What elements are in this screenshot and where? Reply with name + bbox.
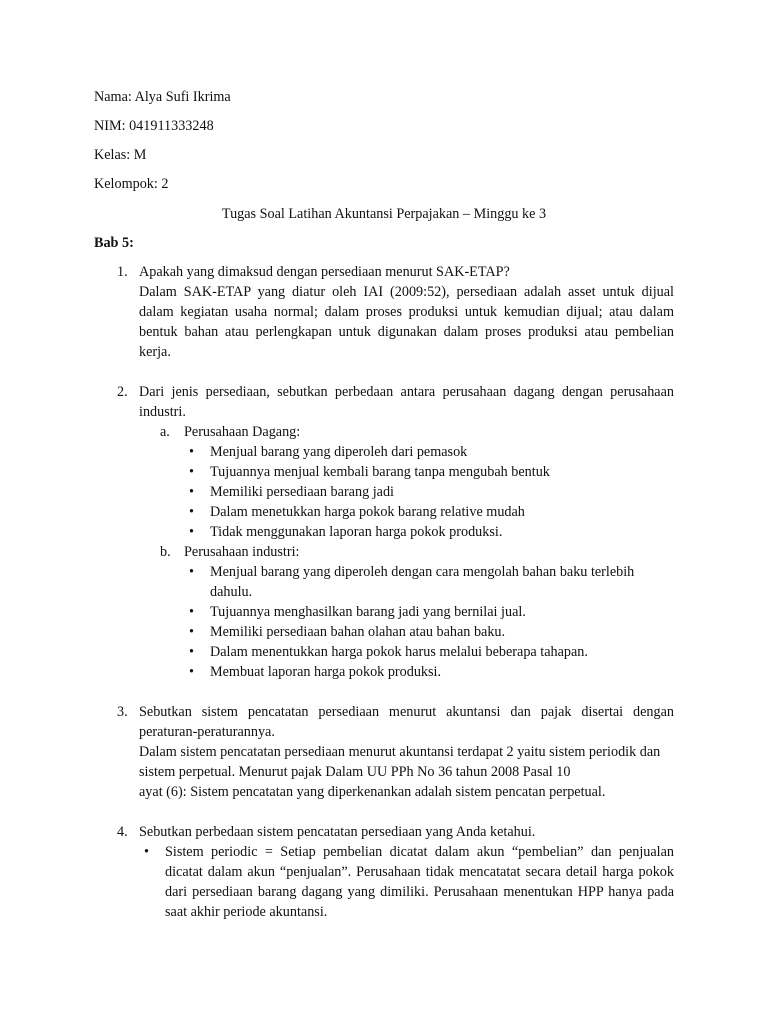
question-number: 1. — [117, 264, 128, 280]
list-item-text: Membuat laporan harga pokok produksi. — [210, 664, 442, 680]
list-item — [189, 462, 674, 482]
bullet-icon: • — [189, 664, 194, 680]
student-nim: NIM: 041911333248 — [94, 118, 214, 134]
bullet-icon: • — [189, 464, 194, 480]
bullet-icon: • — [189, 444, 194, 460]
student-name: Nama: Alya Sufi Ikrima — [94, 89, 231, 105]
answer-text: Dalam sistem pencatatan persediaan menurut akuntansi terdapat 2 yaitu sistem periodik dan sistem perpetual. Menurut pajak Dalam UU PPh No 36 tahun 2008 Pasal 10 — [139, 744, 661, 780]
list-item — [189, 522, 674, 542]
list-item-text: Dalam menetukkan harga pokok barang relative mudah — [210, 504, 525, 520]
list-item — [189, 442, 674, 462]
list-item — [189, 642, 674, 662]
assignment-title: Tugas Soal Latihan Akuntansi Perpajakan – Minggu ke 3 — [221, 206, 547, 222]
list-item — [189, 602, 674, 622]
list-item-text: Sistem periodic = Setiap pembelian dicatat dalam akun “pembelian” dan penjualan dicatat dalam akun “penjualan”. Perusahaan tidak mencatatat secara detail harga pokok dari persediaan barang dagang yang dimiliki. Perusahaan menentukan HPP hanya pada saat akhir periode akuntansi. — [165, 844, 674, 920]
bullet-list — [139, 842, 674, 922]
question-1 — [94, 262, 674, 362]
question-2 — [94, 382, 674, 682]
answer-text: Dalam SAK-ETAP yang diatur oleh IAI (2009:52), persediaan adalah asset untuk dijual dalam kegiatan usaha normal; dalam proses produksi untuk kemudian dijual; atau dalam bentuk bahan atau perlengkapan untuk digunakan dalam proses produksi atau pembelian kerja. — [139, 284, 674, 360]
sub-list-b — [139, 542, 674, 682]
list-item-text: Tujuannya menjual kembali barang tanpa mengubah bentuk — [210, 464, 550, 480]
bullet-icon: • — [189, 644, 194, 660]
sub-letter: b. — [160, 544, 171, 560]
bullet-icon: • — [189, 604, 194, 620]
section-heading: Bab 5: — [94, 235, 134, 251]
answer-text-continued: ayat (6): Sistem pencatatan yang diperkenankan adalah sistem pencatan perpetual. — [139, 784, 606, 800]
list-item — [189, 502, 674, 522]
list-item — [144, 842, 674, 922]
bullet-icon: • — [189, 524, 194, 540]
sub-title: Perusahaan Dagang: — [184, 424, 301, 440]
bullet-list — [184, 442, 674, 542]
list-item-text: Tidak menggunakan laporan harga pokok produksi. — [210, 524, 503, 540]
question-number: 3. — [117, 704, 128, 720]
bullet-list — [184, 562, 674, 682]
list-item-text: Memiliki persediaan barang jadi — [210, 484, 394, 500]
sub-list-a — [139, 422, 674, 542]
document-page — [94, 87, 674, 942]
question-number: 2. — [117, 384, 128, 400]
bullet-icon: • — [189, 504, 194, 520]
list-item — [189, 662, 674, 682]
bullet-icon: • — [189, 564, 194, 580]
list-item-text: Menjual barang yang diperoleh dari pemasok — [210, 444, 468, 460]
bullet-icon: • — [189, 624, 194, 640]
question-4 — [94, 822, 674, 922]
question-3 — [94, 702, 674, 802]
list-item — [189, 562, 674, 602]
list-item — [189, 622, 674, 642]
question-text: Apakah yang dimaksud dengan persediaan menurut SAK-ETAP? — [139, 264, 510, 280]
list-item-text: Menjual barang yang diperoleh dengan cara mengolah bahan baku terlebih dahulu. — [210, 564, 635, 600]
student-group: Kelompok: 2 — [94, 176, 169, 192]
question-number: 4. — [117, 824, 128, 840]
bullet-icon: • — [144, 844, 149, 860]
student-class: Kelas: M — [94, 147, 147, 163]
list-item — [189, 482, 674, 502]
question-text: Sebutkan sistem pencatatan persediaan menurut akuntansi dan pajak disertai dengan peraturan-peraturannya. — [139, 704, 674, 740]
list-item-text: Tujuannya menghasilkan barang jadi yang bernilai jual. — [210, 604, 526, 620]
question-text: Sebutkan perbedaan sistem pencatatan persediaan yang Anda ketahui. — [139, 824, 536, 840]
bullet-icon: • — [189, 484, 194, 500]
list-item-text: Memiliki persediaan bahan olahan atau bahan baku. — [210, 624, 506, 640]
sub-title: Perusahaan industri: — [184, 544, 300, 560]
question-text: Dari jenis persediaan, sebutkan perbedaan antara perusahaan dagang dengan perusahaan industri. — [139, 384, 674, 420]
sub-letter: a. — [160, 424, 170, 440]
list-item-text: Dalam menentukkan harga pokok harus melalui beberapa tahapan. — [210, 644, 588, 660]
